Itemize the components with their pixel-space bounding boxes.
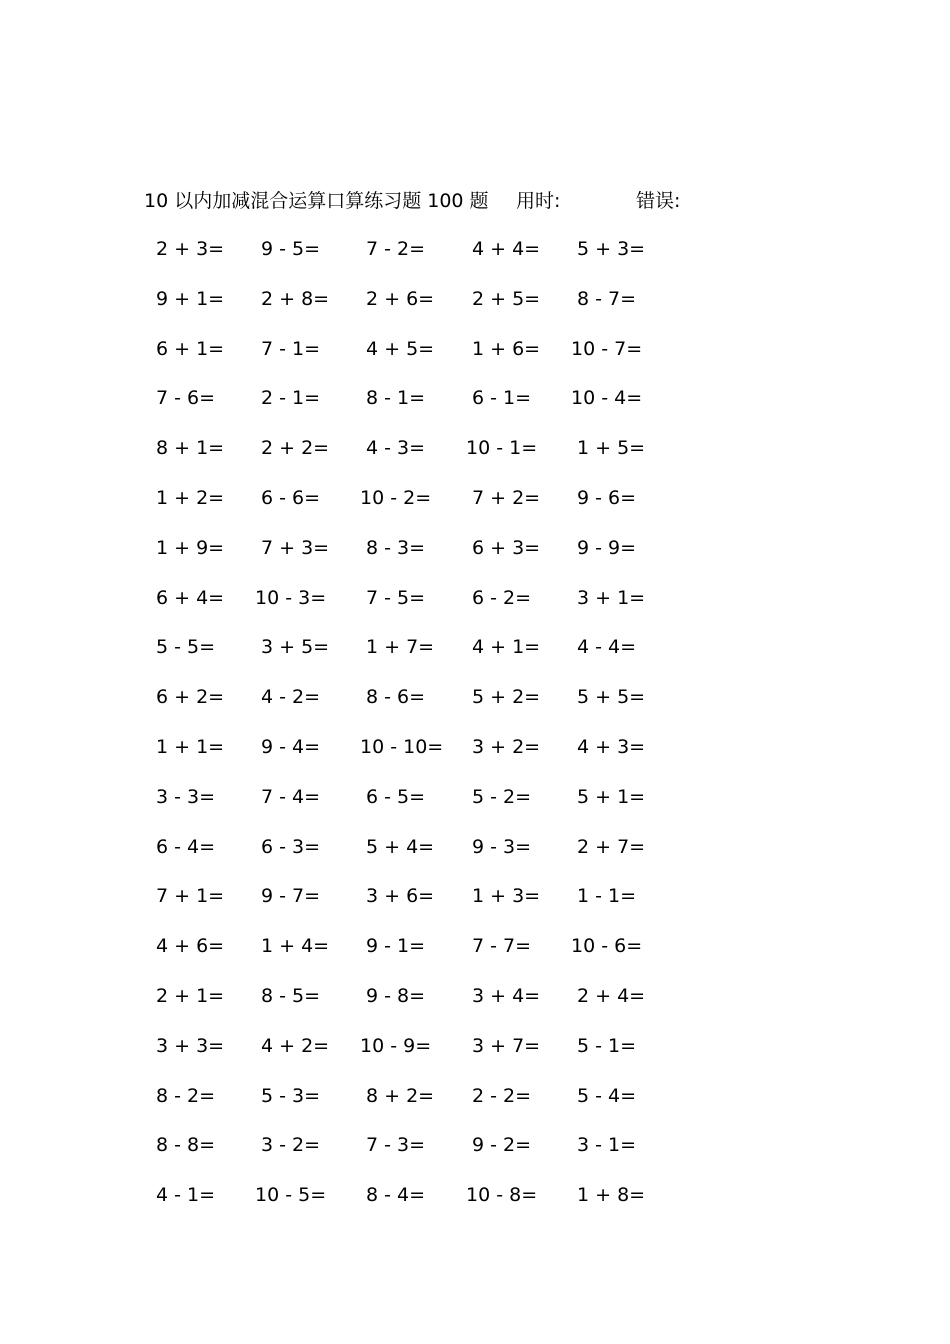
worksheet-title: 10 以内加减混合运算口算练习题 100 题 [144,190,489,212]
problem-item: 8 - 6= [366,686,426,709]
problem-item: 9 - 4= [261,735,321,758]
problem-item: 8 - 5= [261,984,321,1007]
problem-item: 1 + 6= [472,337,541,360]
problem-item: 4 + 2= [261,1034,330,1057]
problem-item: 9 - 5= [261,238,321,260]
problem-item: 8 + 1= [156,437,225,460]
problem-row [150,1180,770,1230]
problem-item: 10 - 10= [360,735,444,758]
problem-item: 1 + 9= [156,536,225,559]
problem-item: 4 - 2= [261,686,321,709]
errors-label: 错误: [636,190,681,212]
problem-item: 7 - 6= [156,387,216,410]
problem-item: 3 + 1= [577,586,646,609]
problem-item: 7 + 1= [156,885,225,908]
problem-item: 2 - 2= [472,1084,532,1107]
problem-item: 10 - 2= [360,486,432,509]
problem-item: 5 - 2= [472,785,532,808]
problem-item: 5 + 5= [577,686,646,709]
problem-item: 8 - 4= [366,1184,426,1207]
problem-item: 5 - 4= [577,1084,637,1107]
problem-item: 4 + 4= [472,238,541,260]
problem-item: 8 - 2= [156,1084,216,1107]
problem-row [150,881,770,931]
problem-item: 5 - 1= [577,1034,637,1057]
worksheet-header [144,186,764,216]
problem-item: 9 - 6= [577,486,637,509]
problem-row [150,981,770,1031]
problem-item: 10 - 6= [571,935,643,958]
problem-item: 3 + 7= [472,1034,541,1057]
problem-item: 10 - 3= [255,586,327,609]
problem-item: 7 + 2= [472,486,541,509]
problem-item: 7 - 3= [366,1134,426,1157]
problem-row [150,284,770,334]
problem-item: 1 + 1= [156,735,225,758]
problem-item: 3 + 3= [156,1034,225,1057]
problem-item: 7 - 7= [472,935,532,958]
problem-item: 6 - 6= [261,486,321,509]
problem-item: 5 + 3= [577,238,646,260]
problem-item: 10 - 4= [571,387,643,410]
problem-item: 1 + 5= [577,437,646,460]
problem-item: 3 - 2= [261,1134,321,1157]
problem-item: 2 + 5= [472,287,541,310]
problem-item: 4 - 3= [366,437,426,460]
problem-item: 4 + 6= [156,935,225,958]
problem-row [150,832,770,882]
problem-item: 5 - 5= [156,636,216,659]
problem-item: 4 + 1= [472,636,541,659]
problem-item: 3 + 5= [261,636,330,659]
problem-item: 1 + 8= [577,1184,646,1207]
problem-row [150,682,770,732]
problem-item: 3 + 6= [366,885,435,908]
problem-item: 9 - 1= [366,935,426,958]
problem-row [150,732,770,782]
problem-item: 10 - 5= [255,1184,327,1207]
problem-item: 3 - 3= [156,785,216,808]
problem-item: 6 - 3= [261,835,321,858]
problem-item: 9 - 3= [472,835,532,858]
problem-item: 6 + 4= [156,586,225,609]
problem-item: 10 - 1= [466,437,538,460]
problem-item: 9 - 8= [366,984,426,1007]
problem-row [150,1031,770,1081]
problem-item: 2 + 7= [577,835,646,858]
problem-item: 8 - 3= [366,536,426,559]
problem-item: 2 + 4= [577,984,646,1007]
problem-item: 8 - 7= [577,287,637,310]
problem-item: 2 + 8= [261,287,330,310]
problem-item: 6 - 2= [472,586,532,609]
problem-item: 9 - 7= [261,885,321,908]
problem-item: 4 + 3= [577,735,646,758]
problem-item: 6 - 4= [156,835,216,858]
problem-item: 10 - 9= [360,1034,432,1057]
problem-row [150,1130,770,1180]
problem-item: 1 - 1= [577,885,637,908]
problem-item: 4 + 5= [366,337,435,360]
problem-item: 6 - 5= [366,785,426,808]
problem-item: 3 + 2= [472,735,541,758]
problem-item: 3 + 4= [472,984,541,1007]
problem-row [150,383,770,433]
problem-item: 5 + 2= [472,686,541,709]
problem-row [150,931,770,981]
problem-item: 7 - 1= [261,337,321,360]
problem-row [150,533,770,583]
problem-item: 3 - 1= [577,1134,637,1157]
problem-row [150,632,770,682]
problem-item: 8 - 1= [366,387,426,410]
problem-row [150,234,770,284]
problem-row [150,433,770,483]
problem-item: 10 - 8= [466,1184,538,1207]
problem-item: 2 + 6= [366,287,435,310]
problem-item: 9 - 9= [577,536,637,559]
problem-item: 8 + 2= [366,1084,435,1107]
problem-row [150,483,770,533]
problem-item: 1 + 3= [472,885,541,908]
problem-row [150,334,770,384]
problem-item: 5 + 1= [577,785,646,808]
problem-item: 7 - 2= [366,238,426,260]
time-used-label: 用时: [516,190,561,212]
problem-row [150,583,770,633]
problem-item: 9 + 1= [156,287,225,310]
problem-item: 4 - 1= [156,1184,216,1207]
problem-item: 9 - 2= [472,1134,532,1157]
problem-item: 6 - 1= [472,387,532,410]
problem-item: 2 + 2= [261,437,330,460]
problem-grid [150,234,770,1230]
problem-item: 2 - 1= [261,387,321,410]
problem-item: 2 + 3= [156,238,225,260]
problem-item: 4 - 4= [577,636,637,659]
problem-item: 5 - 3= [261,1084,321,1107]
problem-item: 1 + 7= [366,636,435,659]
problem-item: 6 + 1= [156,337,225,360]
problem-item: 8 - 8= [156,1134,216,1157]
problem-item: 1 + 2= [156,486,225,509]
problem-row [150,1081,770,1131]
problem-item: 10 - 7= [571,337,643,360]
problem-item: 2 + 1= [156,984,225,1007]
problem-item: 6 + 2= [156,686,225,709]
problem-item: 5 + 4= [366,835,435,858]
problem-item: 6 + 3= [472,536,541,559]
problem-item: 7 + 3= [261,536,330,559]
problem-item: 1 + 4= [261,935,330,958]
problem-item: 7 - 5= [366,586,426,609]
problem-item: 7 - 4= [261,785,321,808]
problem-row [150,782,770,832]
